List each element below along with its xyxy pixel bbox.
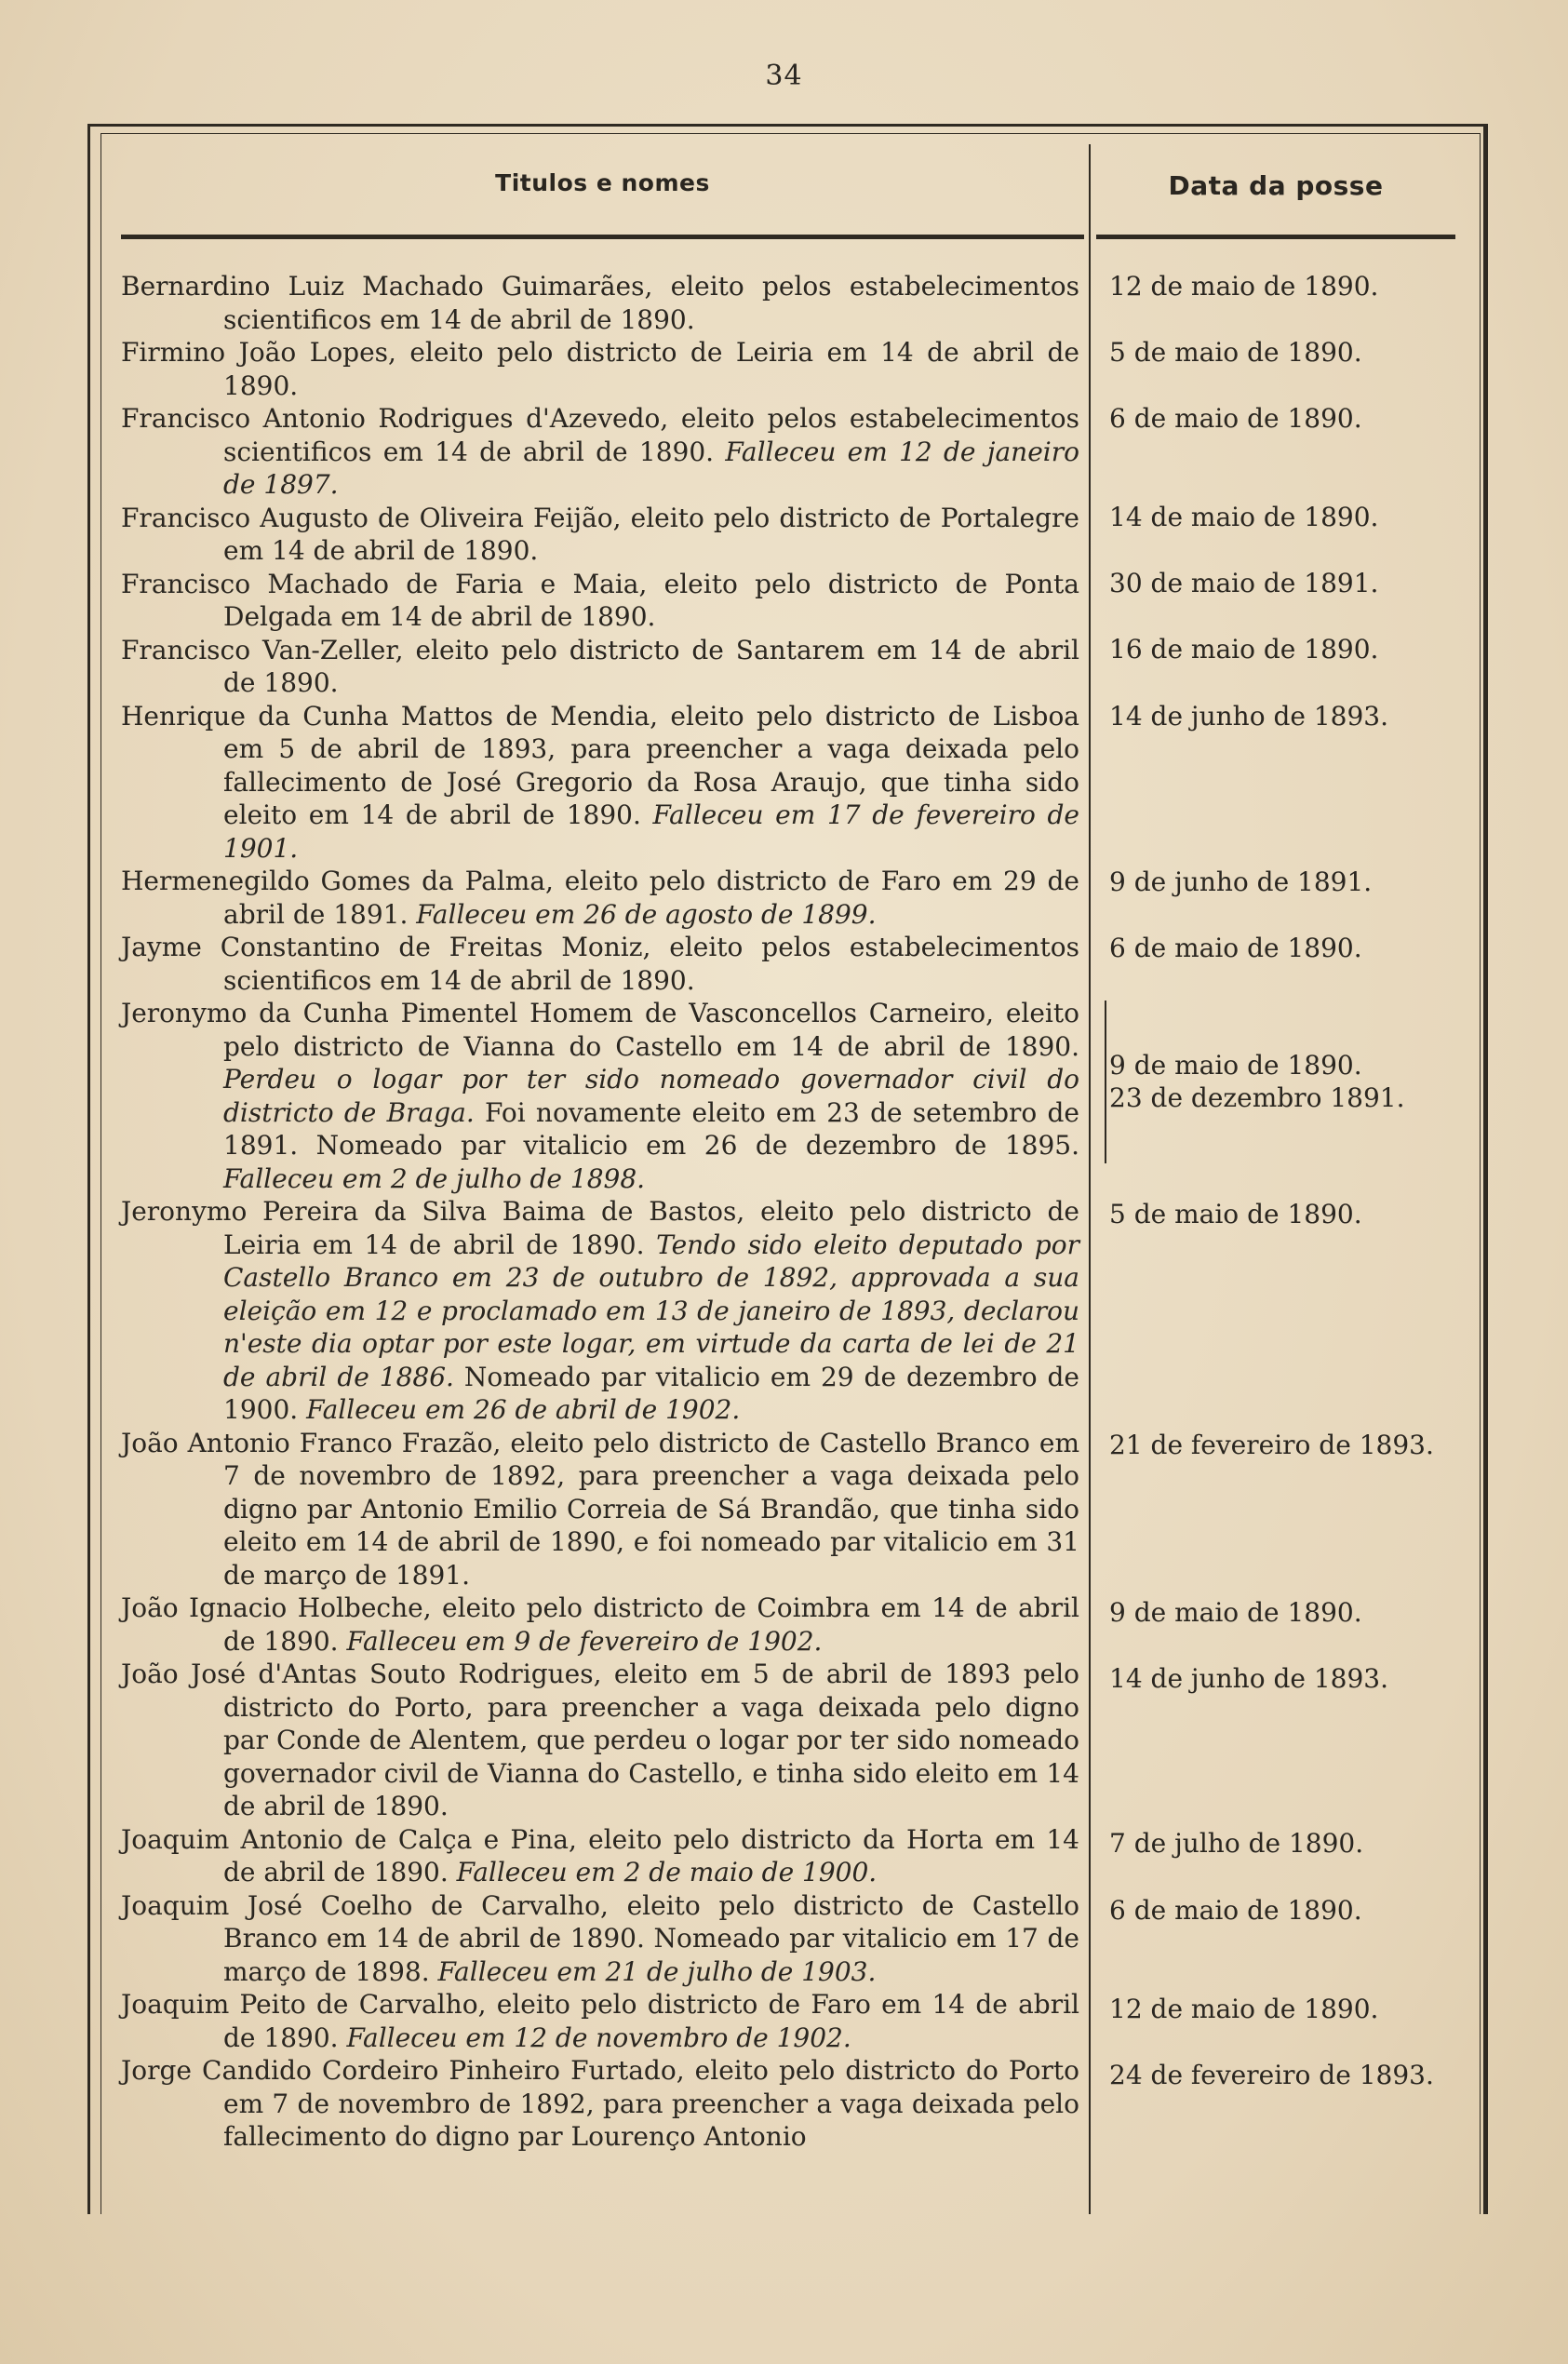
entry-row: Francisco Antonio Rodrigues d'Azevedo, eleito pelos estabelecimentos scientificos em 14 de abril de 1890. Falleceu em 12 de janeiro de 1897. — [121, 403, 1079, 500]
date-cell: 5 de maio de 1890. — [1109, 1199, 1362, 1229]
entry-row: João Ignacio Holbeche, eleito pelo districto de Coimbra em 14 de abril de 1890. Falleceu em 9 de fevereiro de 1902. — [121, 1592, 1079, 1657]
entry-row: Henrique da Cunha Mattos de Mendia, eleito pelo districto de Lisboa em 5 de abril de 1893, para preencher a vaga deixada pelo fallecimento de José Gregorio da Rosa Araujo, que tinha sido eleito em 14 de abril de 1890. Falleceu em 17 de fevereiro de 1901. — [121, 700, 1080, 864]
page-number: 34 — [765, 60, 803, 92]
entry-row: Bernardino Luiz Machado Guimarães, eleito pelos estabelecimentos scientificos em 14 de abril de 1890. — [121, 271, 1079, 335]
entry-row: Jeronymo Pereira da Silva Baima de Bastos, eleito pelo districto de Leiria em 14 de abril de 1890. Tendo sido eleito deputado por Castello Branco em 23 de outubro de 1892, approvada a sua eleição em 12 e proclamado em 13 de janeiro de 1893, declarou n'este dia optar por este logar, em virtude da carta de lei de 21 de abril de 1886. Nomeado par vitalicio em 29 de dezembro de 1900. Falleceu em 26 de abril de 1902. — [121, 1196, 1080, 1425]
entry-row: Joaquim Antonio de Calça e Pina, eleito pelo districto da Horta em 14 de abril de 1890. Falleceu em 2 de maio de 1900. — [121, 1823, 1079, 1887]
date-cell: 9 de maio de 1890. — [1109, 1597, 1362, 1628]
date-cell: 30 de maio de 1891. — [1109, 568, 1379, 598]
date-cell: 12 de maio de 1890. — [1109, 1994, 1379, 2024]
entry-row: Francisco Augusto de Oliveira Feijão, eleito pelo districto de Portalegre em 14 de abril de 1890. — [121, 502, 1079, 566]
column-header-names: Titulos e nomes — [495, 169, 710, 196]
date-cell: 24 de fevereiro de 1893. — [1109, 2060, 1434, 2090]
date-cell: 6 de maio de 1890. — [1109, 403, 1362, 434]
entry-row: Jorge Candido Cordeiro Pinheiro Furtado, eleito pelo districto do Porto em 7 de novembro de 1892, para preencher a vaga deixada pelo fallecimento do digno par Lourenço Antonio — [121, 2055, 1079, 2152]
date-cell: 14 de junho de 1893. — [1109, 701, 1389, 732]
brace-bracket — [1105, 1001, 1118, 1163]
date-cell: 14 de maio de 1890. — [1109, 502, 1379, 532]
date-cell: 9 de maio de 1890. — [1109, 1050, 1362, 1081]
date-cell: 23 de dezembro 1891. — [1109, 1082, 1405, 1113]
date-cell: 7 de julho de 1890. — [1109, 1828, 1364, 1859]
date-cell: 5 de maio de 1890. — [1109, 337, 1362, 368]
date-cell: 21 de fevereiro de 1893. — [1109, 1430, 1434, 1460]
date-cell: 12 de maio de 1890. — [1109, 271, 1379, 302]
header-rule-date — [1096, 235, 1455, 239]
entry-row: Joaquim José Coelho de Carvalho, eleito pelo districto de Castello Branco em 14 de abril de 1890. Nomeado par vitalicio em 17 de março de 1898. Falleceu em 21 de julho de 1903. — [121, 1889, 1079, 1987]
date-cell: 16 de maio de 1890. — [1109, 634, 1379, 665]
entry-row: Hermenegildo Gomes da Palma, eleito pelo districto de Faro em 29 de abril de 1891. Falleceu em 26 de agosto de 1899. — [121, 866, 1079, 930]
entry-row: Jayme Constantino de Freitas Moniz, eleito pelos estabelecimentos scientificos em 14 de abril de 1890. — [121, 932, 1079, 996]
entry-row: João Antonio Franco Frazão, eleito pelo districto de Castello Branco em 7 de novembro de 1892, para preencher a vaga deixada pelo digno par Antonio Emilio Correia de Sá Brandão, que tinha sido eleito em 14 de abril de 1890, e foi nomeado par vitalicio em 31 de março de 1891. — [121, 1427, 1079, 1591]
header-rule-names — [121, 235, 1084, 239]
entry-row: Jeronymo da Cunha Pimentel Homem de Vasconcellos Carneiro, eleito pelo districto de Vianna do Castello em 14 de abril de 1890. Perdeu o logar por ter sido nomeado governador civil do districto de Braga. Foi novamente eleito em 23 de setembro de 1891. Nomeado par vitalicio em 26 de dezembro de 1895. Falleceu em 2 de julho de 1898. — [121, 998, 1079, 1194]
date-cell: 14 de junho de 1893. — [1109, 1663, 1389, 1694]
entry-row: Francisco Van-Zeller, eleito pelo districto de Santarem em 14 de abril de 1890. — [121, 634, 1079, 698]
column-header-date: Data da posse — [1168, 170, 1384, 201]
entry-row: Joaquim Peito de Carvalho, eleito pelo districto de Faro em 14 de abril de 1890. Falleceu em 12 de novembro de 1902. — [121, 1989, 1079, 2053]
entry-row: Francisco Machado de Faria e Maia, eleito pelo districto de Ponta Delgada em 14 de abril de 1890. — [121, 568, 1079, 632]
date-cell: 6 de maio de 1890. — [1109, 1895, 1362, 1926]
date-cell: 6 de maio de 1890. — [1109, 933, 1362, 963]
entries-column — [121, 270, 1079, 2154]
entry-row: João José d'Antas Souto Rodrigues, eleito em 5 de abril de 1893 pelo districto do Porto, para preencher a vaga deixada pelo digno par Conde de Alentem, que perdeu o logar por ter sido nomeado governador civil de Vianna do Castello, e tinha sido eleito em 14 de abril de 1890. — [121, 1659, 1079, 1821]
column-divider — [1089, 144, 1091, 2214]
date-cell: 9 de junho de 1891. — [1109, 866, 1373, 897]
entry-row: Firmino João Lopes, eleito pelo districto de Leiria em 14 de abril de 1890. — [121, 337, 1079, 401]
